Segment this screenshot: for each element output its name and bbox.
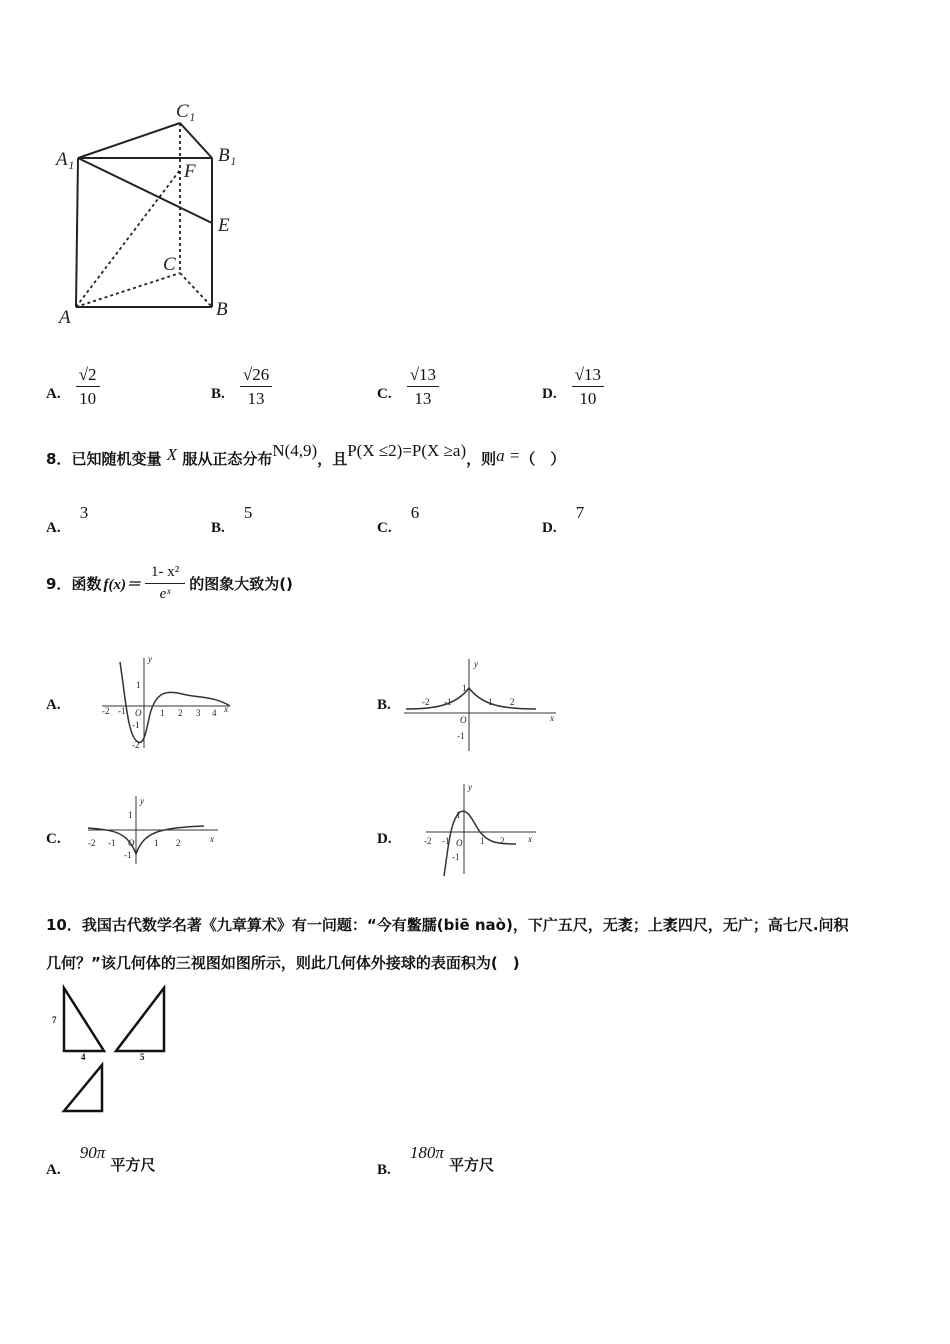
tick-label: O — [128, 838, 135, 848]
view-label-width-5: 5 — [140, 1052, 145, 1062]
sqrt-radicand: 26 — [252, 365, 270, 384]
q9-option-b-letter[interactable]: B. — [377, 697, 391, 713]
q9-denominator: eˣ — [159, 586, 171, 602]
q9-text-2: 的图象大致为() — [189, 575, 293, 593]
sqrt-radicand: 2 — [88, 365, 97, 384]
option-value: 3 — [79, 503, 89, 522]
q8-condition: P(X ≤2)=P(X ≥a) — [347, 441, 467, 460]
axis-label-y: y — [140, 796, 144, 806]
tick-label: -1 — [124, 850, 132, 860]
option-letter: C. — [377, 520, 392, 536]
denominator: 10 — [79, 389, 97, 408]
q10-option-b[interactable] — [377, 1142, 494, 1178]
tick-label: 1 — [462, 683, 467, 693]
q9-graph-b[interactable] — [402, 655, 562, 755]
axis-label-y: y — [148, 654, 152, 664]
q8-option-b[interactable] — [211, 503, 253, 536]
q9-option-a-letter[interactable]: A. — [46, 697, 61, 713]
option-letter: B. — [211, 385, 225, 402]
label-a: A — [59, 307, 71, 328]
tick-label: O — [135, 708, 142, 718]
label-e: E — [218, 215, 230, 236]
q9-stem — [46, 564, 293, 603]
denominator: 13 — [414, 389, 432, 408]
option-value: 180π — [409, 1143, 444, 1162]
option-value: 5 — [243, 503, 253, 522]
q8-paren: （ ） — [520, 450, 566, 468]
q7-option-c[interactable]: C. $\frac{√13}{13}$ — [377, 365, 439, 409]
tick-label: 2 — [510, 697, 515, 707]
tick-label: -1 — [457, 731, 465, 741]
axis-label-x: x — [224, 704, 228, 714]
q10-option-a[interactable] — [46, 1142, 156, 1178]
tick-label: -2 — [424, 836, 432, 846]
q8-text-1: 已知随机变量 — [71, 450, 162, 468]
q8-stem — [46, 441, 566, 469]
tick-label: 1 — [160, 708, 165, 718]
axis-label-x: x — [550, 713, 554, 723]
tick-label: 2 — [176, 838, 181, 848]
tick-label: 1 — [488, 697, 493, 707]
option-unit: 平方尺 — [448, 1156, 494, 1174]
tick-label: O — [460, 715, 467, 725]
tick-label: -2 — [132, 740, 140, 750]
q7-option-b[interactable]: B. $\frac{√26}{13}$ — [211, 365, 272, 409]
tick-label: 1 — [456, 810, 461, 820]
option-value: 7 — [575, 503, 585, 522]
option-value: 90π — [79, 1143, 106, 1162]
edge-c1-b1 — [180, 123, 212, 158]
sqrt-radicand: 13 — [584, 365, 602, 384]
q8-option-c[interactable] — [377, 503, 420, 536]
q8-text-3: ，且 — [317, 450, 348, 468]
q9-func: f(x)＝ — [103, 577, 141, 593]
prism-figure — [50, 95, 250, 335]
option-value: 6 — [410, 503, 420, 522]
tick-label: 2 — [178, 708, 183, 718]
option-unit: 平方尺 — [110, 1156, 156, 1174]
option-letter: B. — [377, 1162, 391, 1178]
q8-var: X — [166, 445, 178, 464]
q8-number: 8． — [46, 450, 72, 468]
q10-stem-line-2: 几何？”该几何体的三视图如图所示，则此几何体外接球的表面积为( ) — [46, 954, 520, 972]
tick-label: 4 — [212, 708, 217, 718]
tick-label: -1 — [442, 836, 450, 846]
q9-option-c-letter[interactable]: C. — [46, 831, 61, 847]
tick-label: -2 — [422, 697, 430, 707]
tick-label: -1 — [452, 852, 460, 862]
option-letter: A. — [46, 1162, 61, 1178]
hidden-edge-a-f — [76, 170, 180, 307]
tick-label: 3 — [196, 708, 201, 718]
axis-label-x: x — [210, 834, 214, 844]
edge-a1-a — [76, 158, 78, 307]
q10-stem-line-1: 10．我国古代数学名著《九章算术》有一问题：“今有鳖臑(biē naò)，下广五尺，无袤；上袤四尺，无广；高七尺.问积 — [46, 916, 849, 934]
q8-option-d[interactable] — [542, 503, 585, 536]
top-view — [64, 1065, 102, 1111]
label-b: B — [216, 299, 228, 320]
curve — [120, 662, 230, 742]
denominator: 10 — [579, 389, 597, 408]
label-f: F — [184, 161, 196, 182]
sqrt-radicand: 13 — [419, 365, 437, 384]
q8-text-4: ，则 — [466, 450, 497, 468]
tick-label: -1 — [108, 838, 116, 848]
q8-text-2: 服从正态分布 — [182, 450, 273, 468]
q8-option-a[interactable] — [46, 503, 89, 536]
tick-label: 1 — [480, 836, 485, 846]
tick-label: -1 — [444, 697, 452, 707]
axis-label-y: y — [474, 659, 478, 669]
tick-label: 1 — [136, 680, 141, 690]
option-letter: A. — [46, 385, 61, 402]
view-label-height: 7 — [52, 1015, 57, 1025]
option-letter: D. — [542, 520, 557, 536]
label-c1: C₁ — [176, 101, 196, 122]
q9-text-1: 函数 — [71, 575, 102, 593]
tick-label: -1 — [132, 720, 140, 730]
denominator: 13 — [247, 389, 265, 408]
hidden-edge-a-c — [76, 273, 180, 307]
q7-option-a[interactable]: A. $\frac{√2}{10}$ — [46, 365, 100, 409]
option-letter: C. — [377, 385, 392, 402]
tick-label: O — [456, 838, 463, 848]
label-c: C — [163, 254, 176, 275]
q9-option-d-letter[interactable]: D. — [377, 831, 392, 847]
label-a1: A₁ — [56, 149, 75, 170]
view-label-width-4: 4 — [81, 1052, 86, 1062]
tick-label: 2 — [500, 836, 505, 846]
q7-option-d[interactable]: D. $\frac{√13}{10}$ — [542, 365, 604, 409]
option-letter: A. — [46, 520, 61, 536]
side-view — [116, 988, 164, 1051]
axis-label-y: y — [468, 782, 472, 792]
q9-graph-a[interactable] — [98, 652, 238, 752]
option-letter: B. — [211, 520, 225, 536]
tick-label: -2 — [88, 838, 96, 848]
q9-graph-d[interactable] — [424, 780, 544, 880]
q9-numerator: 1- x² — [145, 564, 185, 584]
hidden-edge-c-b — [180, 273, 212, 307]
label-b1: B₁ — [218, 145, 237, 166]
axis-label-x: x — [528, 834, 532, 844]
q8-dist: N(4,9) — [272, 441, 318, 460]
edge-a1-c1 — [78, 123, 180, 158]
tick-label: -2 — [102, 706, 110, 716]
three-view-figure — [52, 985, 172, 1117]
q9-graph-c[interactable] — [86, 792, 226, 872]
q9-number: 9． — [46, 575, 72, 593]
tick-label: -1 — [118, 706, 126, 716]
q8-ask: a = — [496, 446, 521, 465]
tick-label: 1 — [128, 810, 133, 820]
option-letter: D. — [542, 385, 557, 402]
tick-label: 1 — [154, 838, 159, 848]
front-view — [64, 988, 104, 1051]
